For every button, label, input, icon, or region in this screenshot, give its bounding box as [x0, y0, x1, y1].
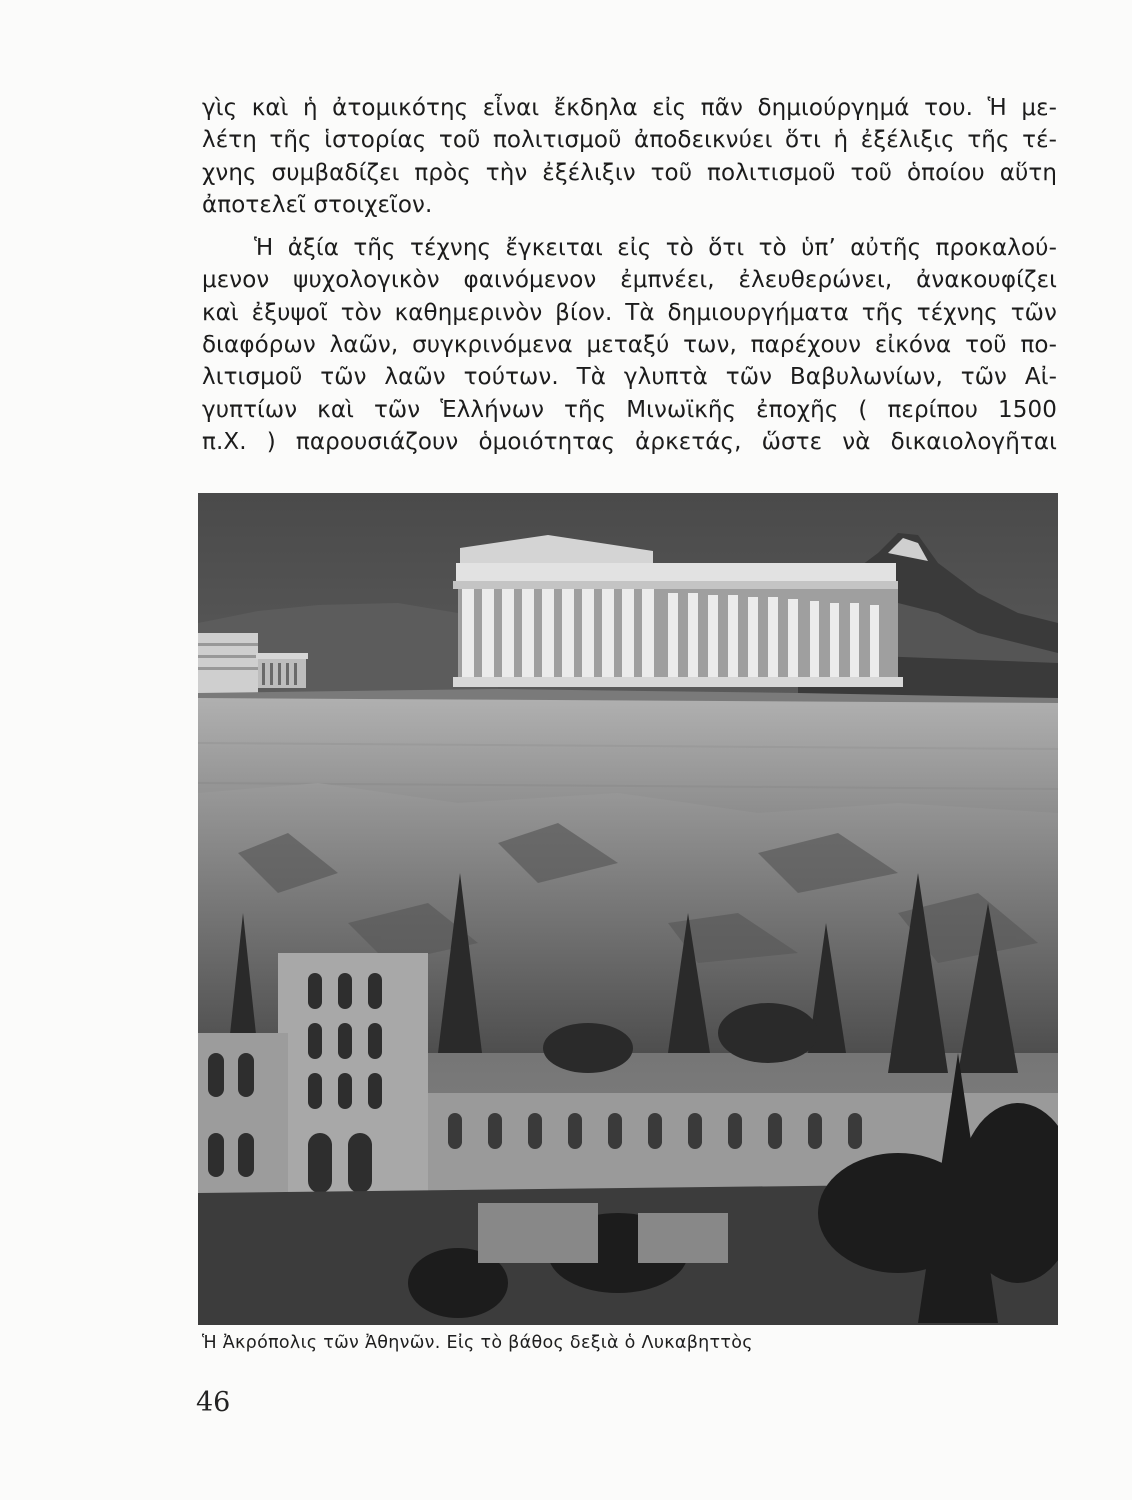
text-line: καὶ ἐξυψοῖ τὸν καθημερινὸν βίον. Τὰ δημιουργήματα τῆς τέχνης τῶν — [202, 299, 1057, 326]
text-line: λέτη τῆς ἱστορίας τοῦ πολιτισμοῦ ἀποδεικνύει ὅτι ἡ ἐξέλιξις τῆς τέ- — [202, 127, 1057, 154]
paragraph-gap — [202, 221, 1057, 232]
text-line: διαφόρων λαῶν, συγκρινόμενα μεταξύ των, παρέχουν εἰκόνα τοῦ πο- — [202, 332, 1057, 359]
text-line: λιτισμοῦ τῶν λαῶν τούτων. Τὰ γλυπτὰ τῶν Βαβυλωνίων, τῶν Αἰ- — [202, 364, 1057, 391]
text-line: μενον ψυχολογικὸν φαινόμενον ἐμπνέει, ἐλευθερώνει, ἀνακουφίζει — [202, 267, 1057, 294]
text-line: χνης συμβαδίζει πρὸς τὴν ἐξέλιξιν τοῦ πολιτισμοῦ τοῦ ὁποίου αὕτη — [202, 159, 1057, 186]
text-line: ἀποτελεῖ στοιχεῖον. — [202, 191, 433, 218]
photo-caption: Ἡ Ἀκρόπολις τῶν Ἀθηνῶν. Εἰς τὸ βάθος δεξιὰ ὁ Λυκαβηττὸς — [202, 1333, 753, 1353]
text-line: Ἡ ἀξία τῆς τέχνης ἔγκειται εἰς τὸ ὅτι τὸ ὑπ’ αὐτῆς προκαλού- — [254, 235, 1057, 262]
body-text — [202, 92, 1057, 458]
text-line: γὶς καὶ ἡ ἀτομικότης εἶναι ἔκδηλα εἰς πᾶν δημιούργημά του. Ἡ με- — [202, 95, 1057, 121]
acropolis-photo — [198, 493, 1058, 1325]
page-number: 46 — [196, 1387, 231, 1418]
text-line: π.Χ. ) παρουσιάζουν ὁμοιότητας ἀρκετάς, ὥστε νὰ δικαιολογῆται — [202, 428, 1057, 455]
text-line: γυπτίων καὶ τῶν Ἑλλήνων τῆς Μινωϊκῆς ἐποχῆς ( περίπου 1500 — [202, 396, 1057, 423]
